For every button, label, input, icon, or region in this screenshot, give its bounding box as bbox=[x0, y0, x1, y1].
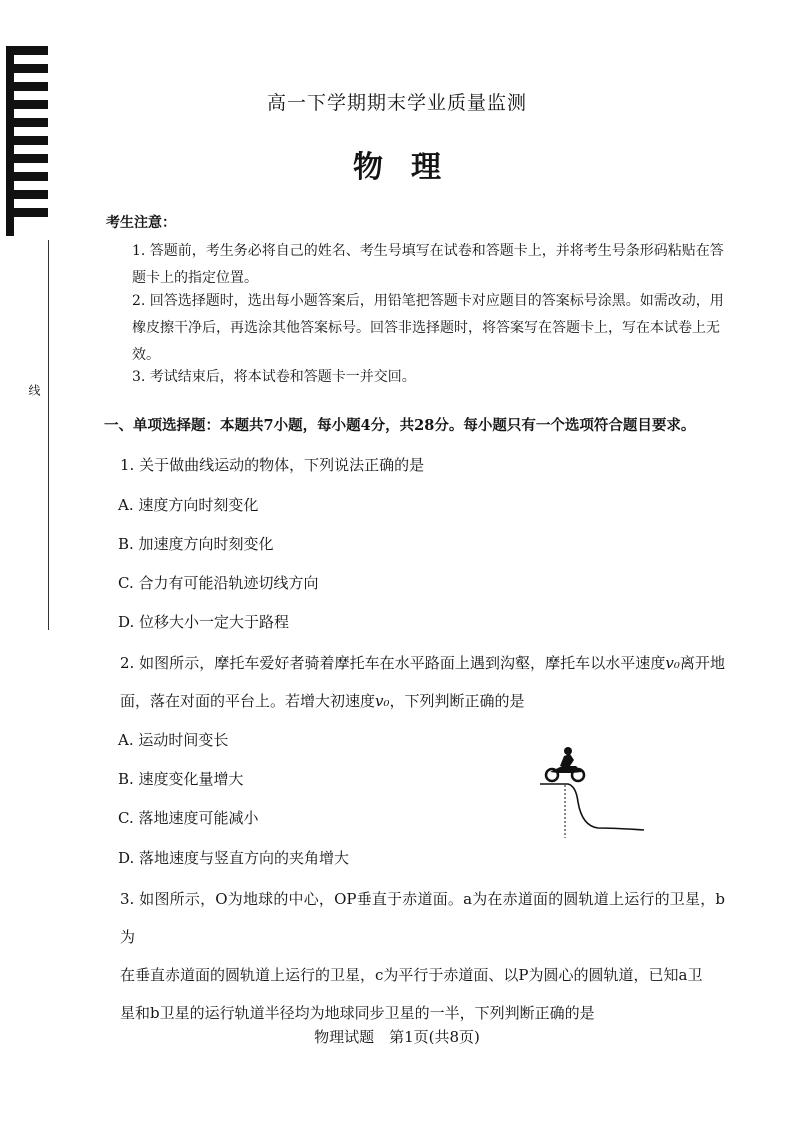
question-1-option-c: C. 合力有可能沿轨迹切线方向 bbox=[118, 574, 319, 592]
question-1-option-a: A. 速度方向时刻变化 bbox=[118, 496, 259, 514]
subject-title: 物理 bbox=[353, 150, 469, 185]
binding-margin-bars bbox=[0, 0, 52, 240]
notice-item-text: 3. 考试结束后，将本试卷和答题卡一并交回。 bbox=[132, 369, 416, 385]
question-3-line: 在垂直赤道面的圆轨道上运行的卫星，c为平行于赤道面、以P为圆心的圆轨道，已知a卫 bbox=[120, 966, 703, 984]
page-footer: 物理试题 第1页(共8页) bbox=[314, 1028, 480, 1046]
binding-mark: 线 bbox=[27, 384, 41, 396]
question-2-text: 离开地面，落在对面的平台上。若增大初速度 bbox=[120, 654, 725, 710]
section-title: 一、单项选择题：本题共7小题，每小题4分，共28分。每小题只有一个选项符合题目要求。 bbox=[104, 417, 696, 434]
v0-symbol: v₀ bbox=[375, 692, 390, 710]
question-2-stem bbox=[120, 644, 725, 720]
margin-bar-spine bbox=[6, 46, 14, 236]
notice-item-2 bbox=[132, 288, 732, 369]
exam-title: 高一下学期期末学业质量监测 bbox=[266, 92, 527, 114]
question-1-option-b: B. 加速度方向时刻变化 bbox=[118, 535, 274, 553]
question-1-option-d: D. 位移大小一定大于路程 bbox=[118, 613, 290, 631]
question-3-stem bbox=[120, 880, 725, 1032]
question-2-option-d: D. 落地速度与竖直方向的夹角增大 bbox=[118, 849, 350, 867]
question-2-text: ，下列判断正确的是 bbox=[389, 692, 525, 710]
notice-item-text: 2. 回答选择题时，选出每小题答案后，用铅笔把答题卡对应题目的答案标号涂黑。如需改动，用橡皮擦干净后，再选涂其他答案标号。回答非选择题时，将答案写在答题卡上，写在本试卷上无效。 bbox=[132, 293, 724, 363]
notice-item-3 bbox=[132, 364, 732, 391]
motorcycle-ravine-figure bbox=[520, 742, 660, 842]
question-2-option-b: B. 速度变化量增大 bbox=[118, 770, 244, 788]
question-2-option-c: C. 落地速度可能减小 bbox=[118, 809, 259, 827]
notice-item-1 bbox=[132, 238, 732, 292]
binding-line bbox=[48, 240, 49, 630]
notice-heading: 考生注意： bbox=[106, 215, 176, 231]
question-2-text: 2. 如图所示，摩托车爱好者骑着摩托车在水平路面上遇到沟壑，摩托车以水平速度 bbox=[120, 654, 666, 672]
motorcycle-icon bbox=[546, 747, 584, 781]
v0-symbol: v₀ bbox=[665, 654, 680, 672]
question-2-option-a: A. 运动时间变长 bbox=[118, 731, 229, 749]
question-3-line: 星和b卫星的运行轨道半径均为地球同步卫星的一半，下列判断正确的是 bbox=[120, 1004, 595, 1022]
notice-item-text: 1. 答题前，考生务必将自己的姓名、考生号填写在试卷和答题卡上，并将考生号条形码粘贴在答题卡上的指定位置。 bbox=[132, 243, 724, 286]
question-1-stem: 1. 关于做曲线运动的物体，下列说法正确的是 bbox=[120, 456, 425, 474]
question-3-line: 3. 如图所示，O为地球的中心，OP垂直于赤道面。a为在赤道面的圆轨道上运行的卫星，b为 bbox=[120, 890, 725, 946]
terrain-profile bbox=[540, 784, 644, 830]
